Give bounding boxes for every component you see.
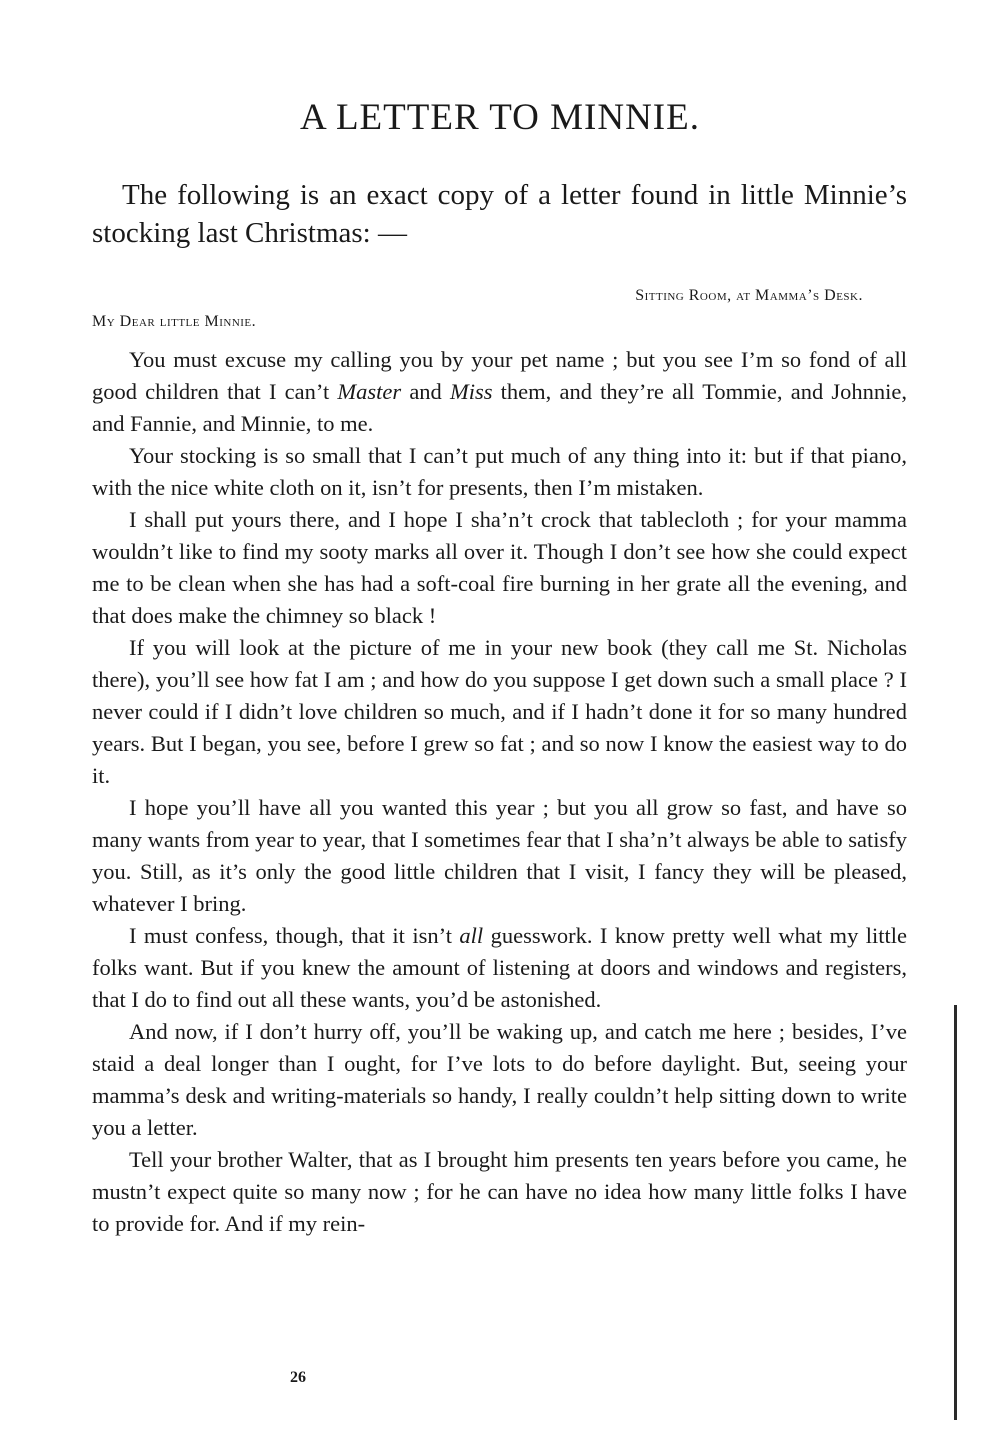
letter-paragraph-4: If you will look at the picture of me in your new book (they call me St. Nicholas there), you’ll see how fat I am ; and how do you suppose I get down such a small place ? I never could if I didn’t love children so much, and if I hadn’t done it for so many hundred years. But I began, you see, before I grew so fat ; and so now I know the easiest way to do it. bbox=[92, 635, 907, 788]
paragraph-text: You must excuse my calling you by your pet name ; but you see I’m so fond of all good children that I can’t bbox=[92, 347, 907, 404]
letter-paragraph-7: And now, if I don’t hurry off, you’ll be waking up, and catch me here ; besides, I’ve staid a deal longer than I ought, for I’ve lots to do before daylight. But, seeing your mamma’s desk and writing-materials so handy, I really couldn’t help sitting down to write you a letter. bbox=[92, 1019, 907, 1140]
letter-paragraph-6 bbox=[92, 920, 907, 1016]
letter-paragraph-5: I hope you’ll have all you wanted this year ; but you all grow so fast, and have so many wants from year to year, that I sometimes fear that I sha’n’t always be able to satisfy you. Still, as it’s only the good little children that I visit, I fancy they will be pleased, whatever I bring. bbox=[92, 795, 907, 916]
intro-paragraph: The following is an exact copy of a letter found in little Minnie’s stocking last Christmas: — bbox=[92, 179, 907, 249]
letter-paragraph-8: Tell your brother Walter, that as I brought him presents ten years before you came, he mustn’t expect quite so many now ; for he can have no idea how many little folks I have to provide for. And if my rein- bbox=[92, 1147, 907, 1236]
margin-binding-line bbox=[954, 1005, 957, 1420]
emphasis-master: Master bbox=[337, 379, 402, 404]
page-number: 26 bbox=[290, 1369, 306, 1386]
paragraph-text: I must confess, though, that it isn’t bbox=[129, 923, 460, 948]
letter-paragraph-3: I shall put yours there, and I hope I sha’n’t crock that tablecloth ; for your mamma wouldn’t like to find my sooty marks all over it. Though I don’t see how she could expect me to be clean when she has had a soft-coal fire burning in her grate all the evening, and that does make the chimney so black ! bbox=[92, 507, 907, 628]
page-title: A LETTER TO MINNIE. bbox=[300, 97, 700, 138]
letter-body bbox=[92, 344, 907, 1240]
letter-location-heading: Sitting Room, at Mamma’s Desk. bbox=[635, 287, 863, 304]
letter-paragraph-1 bbox=[92, 344, 907, 440]
emphasis-miss: Miss bbox=[449, 379, 493, 404]
paragraph-text: them, and they’re all Tommie, and Johnnie, and Fannie, and Minnie, to me. bbox=[92, 379, 907, 436]
paragraph-text: guesswork. I know pretty well what my little folks want. But if you knew the amount of listening at doors and windows and registers, that I do to find out all these wants, you’d be astonished. bbox=[92, 923, 907, 1012]
paragraph-text: and bbox=[401, 379, 450, 404]
letter-salutation: My Dear little Minnie. bbox=[92, 313, 257, 330]
emphasis-all: all bbox=[459, 923, 484, 948]
letter-paragraph-2: Your stocking is so small that I can’t put much of any thing into it: but if that piano, with the nice white cloth on it, isn’t for presents, then I’m mistaken. bbox=[92, 443, 907, 500]
